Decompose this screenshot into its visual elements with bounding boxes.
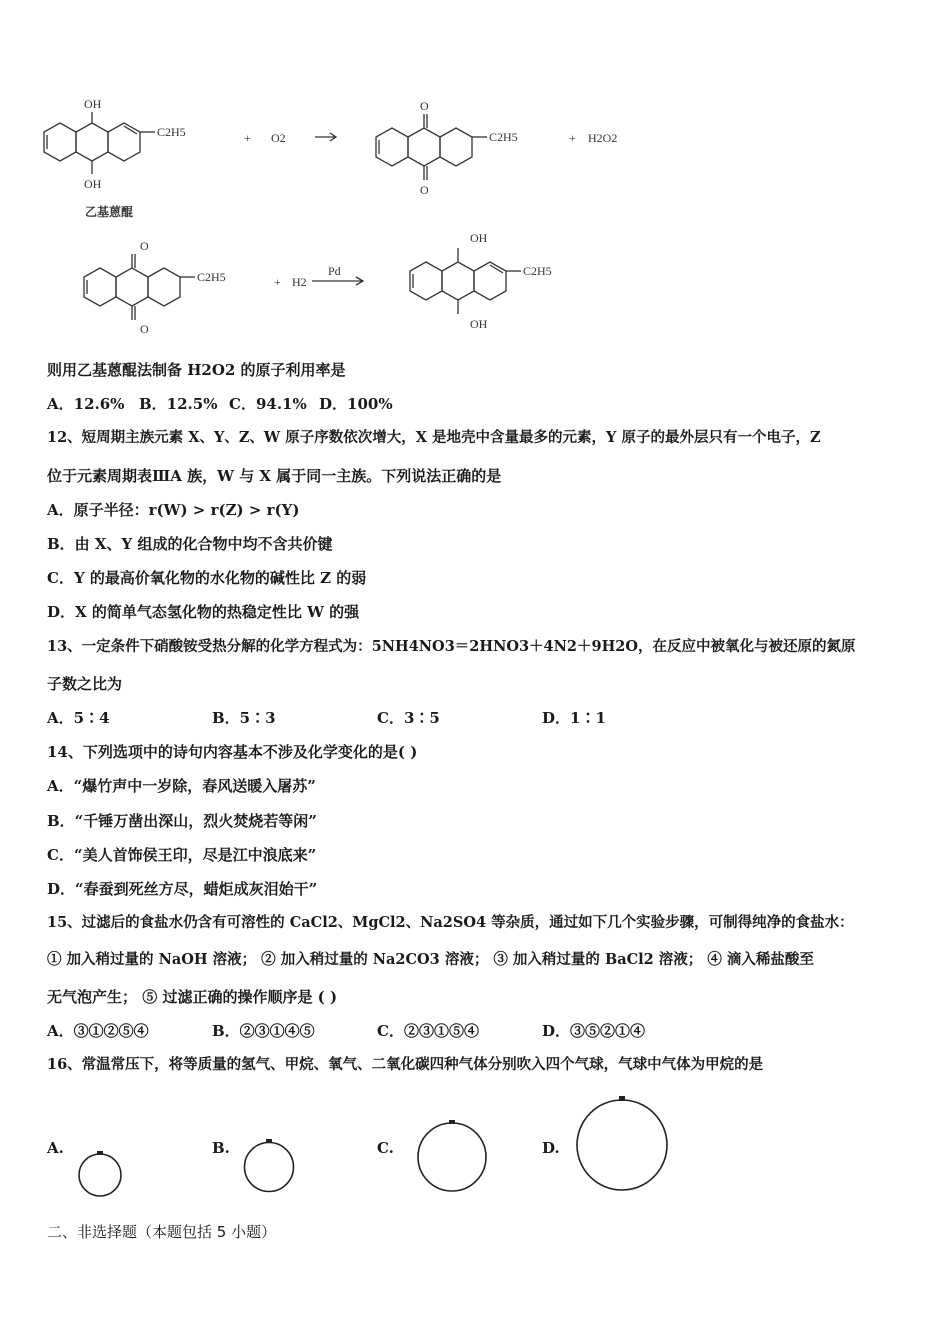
balloon-a-icon: [79, 1151, 121, 1196]
ethylanthrahydroquinone-structure: [44, 112, 155, 174]
catalyst-label: Pd: [328, 264, 341, 278]
q16-stem: 16、常温常压下，将等质量的氢气、甲烷、氧气、二氧化碳四种气体分别吹入四个气球，气球中气体为甲烷的是: [47, 1056, 764, 1073]
q13-option-d: D．1∶1: [542, 709, 606, 727]
o-label: O: [420, 183, 429, 197]
o-label: O: [140, 239, 149, 253]
q15-line1: 15、过滤后的食盐水仍含有可溶性的 CaCl2、MgCl2、Na2SO4 等杂质，通过如下几个实验步骤，可制得纯净的食盐水：: [47, 914, 854, 931]
q12-line1: 12、短周期主族元素 X、Y、Z、W 原子序数依次增大，X 是地壳中含量最多的元素，Y 原子的最外层只有一个电子，Z: [47, 429, 821, 446]
compound-name-label: 乙基蒽醌: [85, 205, 134, 219]
q12-line2: 位于元素周期表ⅢA 族，W 与 X 属于同一主族。下列说法正确的是: [47, 467, 502, 485]
q15-option-c: C．②③①⑤④: [377, 1022, 479, 1040]
ethyl-label: C2H5: [197, 270, 226, 284]
q11-option-a: A．12.6%: [47, 395, 125, 413]
oh-label: OH: [84, 97, 102, 111]
balloon-figures: [0, 1085, 950, 1210]
q11-stem: 则用乙基蒽醌法制备 H2O2 的原子利用率是: [47, 361, 346, 379]
o-label: O: [140, 322, 149, 336]
hydrogen-label: H2: [292, 275, 307, 289]
q14-option-a: A．“爆竹声中一岁除，春风送暖入屠苏”: [47, 777, 316, 795]
ethylanthraquinone-structure-2: [84, 254, 195, 320]
q15-option-b: B．②③①④⑤: [212, 1022, 315, 1040]
q11-option-d: D．100%: [319, 395, 393, 413]
ethylanthraquinone-structure-1: [376, 114, 487, 180]
reaction-arrow-1: [315, 133, 336, 141]
q14-option-b: B．“千锤万凿出深山，烈火焚烧若等闲”: [47, 812, 317, 830]
oh-label: OH: [470, 317, 488, 331]
plus-sign: +: [274, 275, 281, 289]
q13-option-b: B．5∶3: [212, 709, 276, 727]
q12-option-d: D．X 的简单气态氢化物的热稳定性比 W 的强: [47, 603, 360, 621]
oxygen-label: O2: [271, 131, 286, 145]
q13-option-a: A．5∶4: [47, 709, 110, 727]
q15-line2: ① 加入稍过量的 NaOH 溶液； ② 加入稍过量的 Na2CO3 溶液； ③ 加入稍过量的 BaCl2 溶液； ④ 滴入稀盐酸至: [47, 951, 814, 968]
plus-sign: +: [569, 131, 576, 145]
q16-option-c: C.: [377, 1139, 394, 1157]
q16-option-b: B.: [212, 1139, 230, 1157]
q13-option-c: C．3∶5: [377, 709, 440, 727]
balloon-b-icon: [245, 1139, 294, 1192]
reaction-arrow-2: [312, 277, 363, 285]
balloon-d-icon: [577, 1096, 667, 1190]
q15-line3: 无气泡产生； ⑤ 过滤正确的操作顺序是 ( ): [47, 988, 338, 1006]
q12-option-a: A．原子半径：r(W) > r(Z) > r(Y): [47, 501, 300, 519]
ethyl-label: C2H5: [523, 264, 552, 278]
o-label: O: [420, 99, 429, 113]
q16-option-d: D.: [542, 1139, 560, 1157]
balloon-c-icon: [418, 1120, 486, 1191]
q11-option-b: B．12.5%: [139, 395, 218, 413]
q12-option-b: B．由 X、Y 组成的化合物中均不含共价键: [47, 535, 333, 553]
q16-option-a: A.: [47, 1139, 64, 1157]
q11-option-c: C．94.1%: [229, 395, 307, 413]
q14-option-c: C．“美人首饰侯王印，尽是江中浪底来”: [47, 846, 317, 864]
oh-label: OH: [84, 177, 102, 191]
hydrogen-peroxide-label: H2O2: [588, 131, 618, 145]
q13-line1: 13、一定条件下硝酸铵受热分解的化学方程式为：5NH4NO3＝2HNO3＋4N2＋9H2O，在反应中被氧化与被还原的氮原: [47, 638, 856, 655]
q13-line2: 子数之比为: [47, 675, 123, 693]
ethyl-label: C2H5: [489, 130, 518, 144]
q12-option-c: C．Y 的最高价氧化物的水化物的碱性比 Z 的弱: [47, 569, 367, 587]
q14-option-d: D．“春蚕到死丝方尽，蜡炬成灰泪始干”: [47, 880, 318, 898]
ethyl-label: C2H5: [157, 125, 186, 139]
q15-option-a: A．③①②⑤④: [47, 1022, 149, 1040]
reaction-scheme: [0, 90, 950, 340]
q15-option-d: D．③⑤②①④: [542, 1022, 646, 1040]
ethylanthrahydroquinone-structure-2: [410, 248, 521, 314]
q14-stem: 14、下列选项中的诗句内容基本不涉及化学变化的是( ): [47, 743, 418, 761]
oh-label: OH: [470, 231, 488, 245]
plus-sign: +: [244, 131, 251, 145]
section-heading: 二、非选择题（本题包括 5 小题）: [47, 1223, 277, 1241]
